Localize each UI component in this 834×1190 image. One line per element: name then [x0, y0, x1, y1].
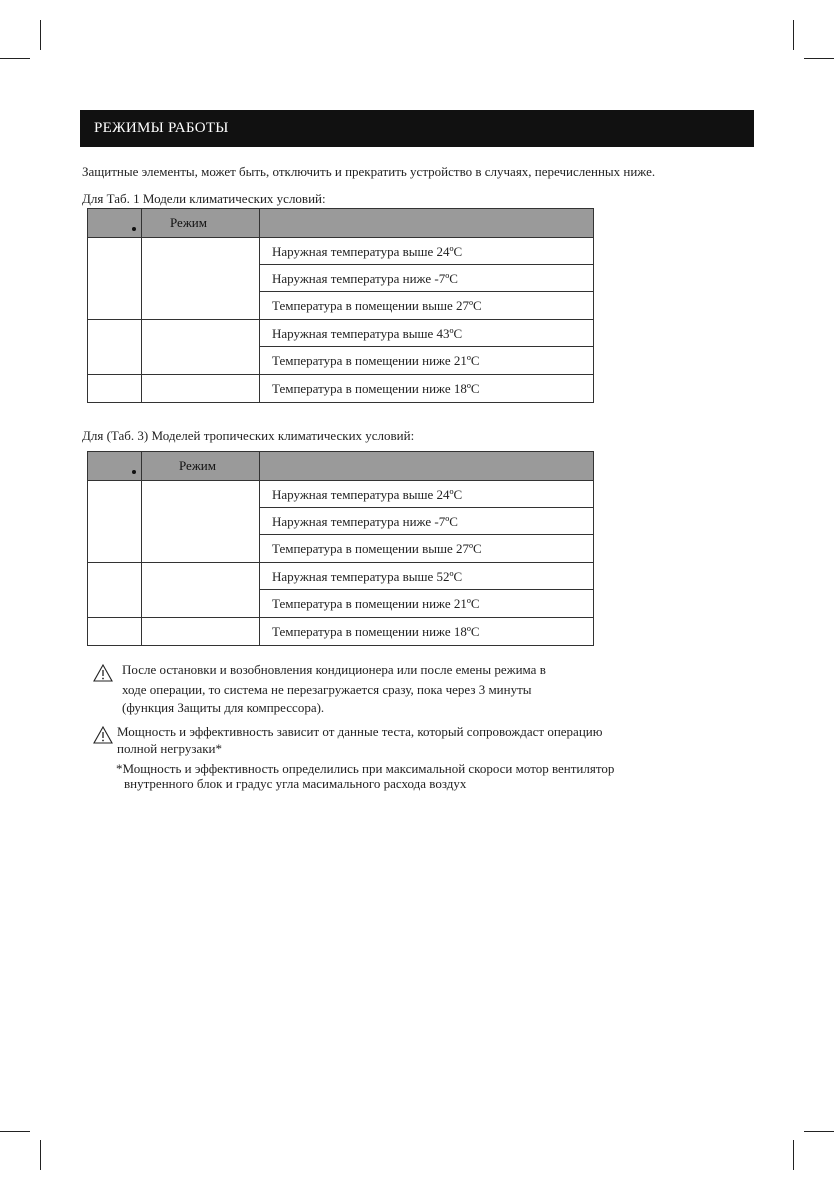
table1-caption: Для Таб. 1 Модели климатических условий: [82, 191, 326, 206]
crop-mark [40, 1140, 41, 1170]
mode-header: Режим [179, 458, 216, 473]
note-1-line-2: ходе операции, то система не перезагружается сразу, пока через 3 минуты [122, 682, 532, 697]
condition-cell: Температура в помещении ниже 21ºC [272, 596, 480, 611]
bullet-icon [132, 470, 136, 474]
crop-mark [793, 20, 794, 50]
table-3 [87, 451, 594, 646]
condition-cell: Температура в помещении выше 27ºC [272, 298, 482, 313]
note-1-line-1: После остановки и возобновления кондиционера или после емены режима в [122, 662, 546, 677]
table3-caption: Для (Таб. 3) Моделей тропических климатических условий: [82, 428, 415, 443]
warning-icon [93, 726, 113, 744]
crop-mark [0, 58, 30, 59]
note-2-line-2: полной негрузаки* [117, 741, 223, 756]
condition-cell: Наружная температура выше 43ºC [260, 320, 593, 347]
intro-text: Защитные элементы, может быть, отключить и прекратить устройство в случаях, перечисленных ниже. [82, 164, 656, 179]
condition-cell: Температура в помещении ниже 18ºC [272, 381, 480, 396]
table-header [88, 209, 593, 238]
table-group [88, 320, 593, 375]
table-group [88, 238, 593, 320]
condition-cell: Наружная температура выше 24ºC [260, 481, 593, 508]
bullet-icon [132, 227, 136, 231]
warning-icon [93, 664, 113, 682]
table-group [88, 481, 593, 563]
condition-cell: Температура в помещении ниже 21ºC [272, 353, 480, 368]
condition-cell: Температура в помещении ниже 18ºC [272, 624, 480, 639]
crop-mark [0, 1131, 30, 1132]
crop-mark [793, 1140, 794, 1170]
footnote-line-2: внутренного блок и градус угла масимального расхода воздух [124, 776, 467, 791]
condition-cell: Наружная температура ниже -7ºC [260, 265, 593, 292]
crop-mark [804, 58, 834, 59]
condition-cell: Наружная температура ниже -7ºC [260, 508, 593, 535]
crop-mark [804, 1131, 834, 1132]
table-group [88, 618, 593, 645]
table-group [88, 375, 593, 402]
crop-mark [40, 20, 41, 50]
note-1-line-3: (функция Защиты для компрессора). [122, 700, 325, 715]
condition-cell: Наружная температура выше 52ºC [260, 563, 593, 590]
mode-header: Режим [170, 215, 207, 230]
table-1 [87, 208, 594, 403]
condition-cell: Температура в помещении выше 27ºC [272, 541, 482, 556]
note-2-line-1: Мощность и эффективность зависит от данные теста, который сопровождаст операцию [117, 724, 603, 739]
footnote-line-1: *Мощность и эффективность определились при максимальной скороси мотор вентилятор [116, 761, 615, 776]
table-header [88, 452, 593, 481]
section-title: РЕЖИМЫ РАБОТЫ [80, 110, 754, 147]
table-group [88, 563, 593, 618]
condition-cell: Наружная температура выше 24ºC [260, 238, 593, 265]
